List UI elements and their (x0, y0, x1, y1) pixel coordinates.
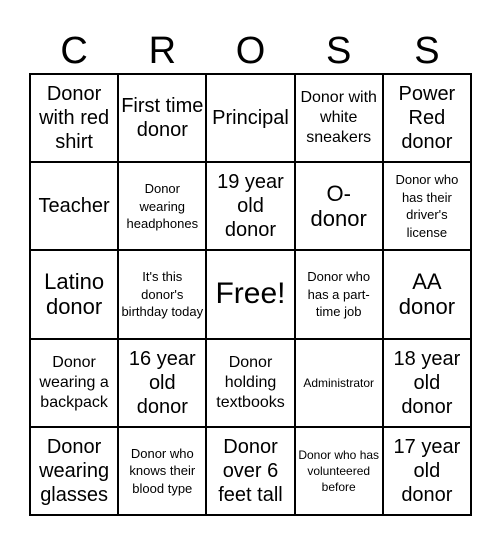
bingo-cell-r4c3[interactable]: Donor holding textbooks (206, 339, 294, 427)
bingo-cell-r4c2[interactable]: 16 year old donor (118, 339, 206, 427)
bingo-cell-r2c4[interactable]: O- donor (295, 162, 383, 250)
bingo-cell-r2c2[interactable]: Donor wearing headphones (118, 162, 206, 250)
bingo-cell-r5c5[interactable]: 17 year old donor (383, 427, 471, 515)
header-letter-s1: S (326, 30, 352, 72)
bingo-cell-r3c2[interactable]: It's this donor's birthday today (118, 250, 206, 338)
bingo-cell-r5c1[interactable]: Donor wearing glasses (30, 427, 118, 515)
bingo-cell-r3c1[interactable]: Latino donor (30, 250, 118, 338)
bingo-cell-r1c1[interactable]: Donor with red shirt (30, 74, 118, 162)
bingo-cell-r1c4[interactable]: Donor with white sneakers (295, 74, 383, 162)
bingo-header (30, 28, 471, 74)
bingo-cell-r2c5[interactable]: Donor who has their driver's license (383, 162, 471, 250)
bingo-cell-r5c4[interactable]: Donor who has volunteered before (295, 427, 383, 515)
bingo-cell-r1c2[interactable]: First time donor (118, 74, 206, 162)
bingo-cell-r2c1[interactable]: Teacher (30, 162, 118, 250)
header-letter-c: C (60, 30, 88, 72)
bingo-board (29, 73, 472, 516)
bingo-cell-r3c4[interactable]: Donor who has a part-time job (295, 250, 383, 338)
bingo-cell-r1c3[interactable]: Principal (206, 74, 294, 162)
bingo-cell-r2c3[interactable]: 19 year old donor (206, 162, 294, 250)
bingo-cell-r4c5[interactable]: 18 year old donor (383, 339, 471, 427)
header-letter-s2: S (414, 30, 440, 72)
bingo-cell-free[interactable]: Free! (206, 250, 294, 338)
bingo-cell-r5c3[interactable]: Donor over 6 feet tall (206, 427, 294, 515)
header-letter-r: R (148, 30, 177, 72)
bingo-cell-r4c4[interactable]: Administrator (295, 339, 383, 427)
bingo-cell-r4c1[interactable]: Donor wearing a backpack (30, 339, 118, 427)
bingo-cell-r3c5[interactable]: AA donor (383, 250, 471, 338)
bingo-cell-r5c2[interactable]: Donor who knows their blood type (118, 427, 206, 515)
header-letter-o: O (235, 30, 266, 72)
bingo-cell-r1c5[interactable]: Power Red donor (383, 74, 471, 162)
